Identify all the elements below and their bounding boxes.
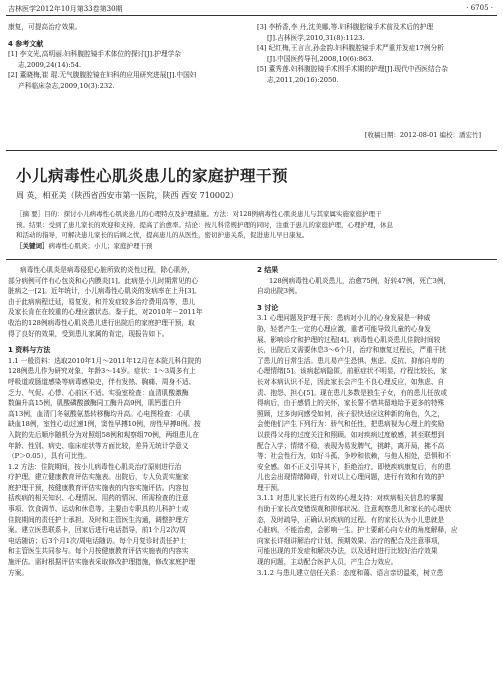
- body-line: 得病后，由于感情上的关怀，家长誓不惜其留地给予更多的特殊: [257, 399, 445, 408]
- body-line: 疗护理。建立健康教育评估实施表。出院后，专人负责实施家: [8, 473, 189, 482]
- body-left-column: [8, 265, 249, 578]
- abstract: [16, 209, 491, 251]
- body-line: 电话随访；后3个月1次/周电话随访。每个月复诊时责任护士: [8, 536, 186, 545]
- previous-article-references: [257, 22, 497, 86]
- reference-line: 志,2011,20(16):2050.: [267, 75, 339, 84]
- body-line: 会使他们产生下列行为：骄气和任性，把患病视为心理上的奖励: [257, 420, 445, 429]
- body-line: 安全感。如不正义引导其下，拒绝治疗。即使疾病康复后，有的患: [257, 462, 451, 471]
- body-line: 可能出现的并发症和解决办法，以及适时进行比较好治疗效果: [257, 547, 438, 556]
- reference-line: 产科临床杂志,2009,10(3):232.: [18, 81, 115, 90]
- body-right-column: [257, 265, 497, 578]
- body-line: 责、抱怨、担心[5]。现在患儿多数是独生子女，有的患儿任放或: [257, 388, 448, 397]
- body-line: 收治的128例病毒性心肌炎患儿进行出院后的家庭护理干预，取: [8, 318, 195, 327]
- reference-line: [2] 董晓梅,崔 琨.无气腹腹腔镜在妇科的应用研究进展[J].中国妇: [8, 71, 197, 80]
- body-line: 括疾病的相关知识、心理情况、用药的情况、所需检查的注意: [8, 494, 189, 503]
- references-heading: 4 参考文献: [8, 39, 44, 48]
- body-line: 入院的先后顺序随机分为对照组58例和观察组70例，两组患儿在: [8, 430, 199, 439]
- reference-line: [1] 李文光,高明丽.妇科腹腔镜手术体位的探讨[J].护理学杂: [8, 50, 181, 59]
- reference-line: 志,2009,24(14):54.: [18, 60, 82, 69]
- page-number: · 6705 ·: [466, 4, 493, 12]
- body-line: 呼吸道或肠道感染等病毒感染史，伴有发热、胸痛、周身不适、: [8, 377, 196, 386]
- body-line: 乏力、气促、心悸、心前区不适。实验室检查：血清肌酸激酶: [8, 388, 189, 397]
- header-rule: [6, 15, 497, 16]
- keywords-line: [16, 241, 491, 252]
- body-line: 胁，轻者产生一定的心理应激，重者可能导致儿童的心身发: [257, 324, 431, 333]
- keywords: 病毒性心肌炎；小儿；家庭护理干预: [48, 241, 153, 250]
- abstract-line: ［摘 要］目的：探讨小儿病毒性心肌炎患儿的心理特点及护理措施。方法：对128例病毒性心肌炎患儿与其家属实施家庭护理干: [16, 210, 382, 218]
- intro-line: 康复，可提高治疗效果。: [8, 23, 82, 31]
- body-line: 得了良好的效果，受到患儿家属的肯定，现报告如下。: [8, 329, 169, 338]
- body-line: 案。建立医患联系卡，回家后进行电话指导，前1个月2次/周: [8, 526, 186, 535]
- body-line: 照顾，过多询问感受如何，孩子很快适应这种新的角色，久之，: [257, 409, 445, 418]
- body-line: 配合入学；情绪不稳，表现为易发脾气，挑衅，离开局，拂不高: [257, 441, 445, 450]
- body-line: 心理情绪[5]。该病起病隐匿，前驱症状不明显，疗程比较长，家: [257, 367, 448, 376]
- body-line: 自动出院3例。: [257, 287, 302, 296]
- body-line: 住院期间的责任护士承担。及时和主管医生沟通，调整护理方: [8, 515, 189, 524]
- body-line: 病毒性心肌炎是病毒侵犯心脏所致的炎性过程，除心肌外，: [20, 266, 194, 274]
- body-line: 施评估。需时根据评估实施表采取修改护理措施，修改家庭护理: [8, 558, 196, 567]
- reference-line: [J].吉林医学,2010,31(8):1123.: [267, 33, 365, 42]
- article-authors: 周 英，相亚美（陕西省西安市第一医院，陕西 西安 710002）: [16, 191, 239, 200]
- body-line: 128例病毒性心肌炎患儿，治愈75例，好转47例，死亡3例，: [269, 276, 451, 285]
- section-heading: 3 讨论: [257, 303, 279, 312]
- body-line: 由于此病病程迁延，易复发，和并发症较多治疗费用高等，患儿: [8, 297, 196, 306]
- reference-line: [4] 纪红梅,王言言,孙金韵.妇科腹腔镜手术严重并发症17例分析: [257, 44, 444, 53]
- reference-line: [J].中国医药导刊,2008,10(6):863.: [267, 54, 374, 63]
- body-line: 心脏病，不能治愈，会影响一生。护士要耐心向专业的角度解释，应: [257, 526, 458, 535]
- body-line: 部分病例可伴有心包炎和心内膜炎[1]。此病是小儿时期常见的心: [8, 276, 199, 285]
- body-line: 和主管医生共同参与。每个月按健康教育评估实施表的内容实: [8, 547, 189, 556]
- body-line: 数偏升高15例，肌酸磷酸激酶同工酶升高9例，肌钙蛋白升: [8, 399, 182, 408]
- body-line: 128例患儿作为研究对象，年龄3～14岁。症状：1～3周多有上: [8, 367, 196, 376]
- body-line: 长，出院后又需要休息3～6个月，治疗和康复过程长，严重干扰: [257, 346, 447, 355]
- body-line: 有助于家长改变错误观和抑郁状况。注意观察患儿和家长的心理状: [257, 505, 451, 514]
- body-line: 等；社会性行为，如好斗孤、争吵和依赖，与他人相处，恐惧和不: [257, 452, 451, 461]
- body-line: 理干预。: [257, 483, 284, 492]
- body-line: 展、影响诊疗和护理的过程[4]。病毒性心肌炎患儿住院时间较: [257, 335, 441, 344]
- reference-line: [5] 董秀莲.妇科腹腔镜手术围手术期的护理[J].现代中西医结合杂: [257, 65, 448, 74]
- body-line: 了患儿的日常生活。患儿易产生恐惧、焦虑、反抗、抑郁自卑的: [257, 356, 445, 365]
- abstract-rule: [6, 259, 497, 260]
- body-line: 态，及时疏导，正确认识疾病的过程。有的家长认为小儿患就是: [257, 515, 445, 524]
- body-line: 3.1.1 对患儿家长进行有效的心理支持：对疾病相关信息的掌握: [257, 494, 444, 503]
- abstract-line: 和活动的指导，可解决患儿家长的后顾之忧，提高患儿的从医性，密切护患关系，促进患儿早日康复。: [16, 231, 309, 240]
- body-line: 3.1.2 与患儿建立信任关系：态度和蔼、语言亲切温柔，树立患: [257, 568, 444, 577]
- body-line: 向家长详细讲解治疗计划、预期效果、治疗的配合及注意事项，: [257, 536, 445, 545]
- section-heading: 1 资料与方法: [8, 346, 51, 355]
- body-line: 及家长肯在在较重的心理应激状态。鉴于此，对2010年－2011年: [8, 308, 203, 317]
- body-line: 庭护理干预，按健康教育评估实施表的内容实施评估。内容包: [8, 483, 189, 492]
- body-line: 方案。: [8, 568, 29, 577]
- body-line: 3.1 心理问题及护理干预：患病对小儿的心身发展是一种威: [257, 314, 431, 323]
- article-title: 小儿病毒性心肌炎患儿的家庭护理干预: [16, 167, 289, 185]
- body-line: （P＞0.05），具有可比性。: [8, 452, 91, 461]
- body-line: 缺血18例，室性心动过速1例，窦性早搏10例，房性早搏8例。按: [8, 420, 201, 429]
- body-line: 年龄、性别、病史、临床症状等方面比较，差异无统计学意义: [8, 441, 189, 450]
- body-line: 1.2 方法：住院期间，按小儿病毒性心肌炎治疗原则进行治: [8, 462, 182, 471]
- body-line: 以获得父母的过度关注和照顾。如对疾病过度敏感，甚至联想到: [257, 430, 445, 439]
- body-line: 现的问题，主动配合医护人员，产生合力效应。: [257, 558, 398, 567]
- abstract-line: 预。结果：受到了患儿家长的欢迎和支持，提高了治愈率。结论：按儿科常规护理的同时，注重于患儿的家庭护理，心理护理，休息: [16, 220, 393, 229]
- body-line: 脏病之一[2]。近年统计，小儿病毒性心肌炎的发病率在上升[3]。: [8, 287, 201, 296]
- body-line: 1.1 一般资料：选取2010年1月～2011年12月在本院儿科住院的: [8, 356, 202, 365]
- section-heading: 2 结果: [257, 266, 279, 274]
- body-line: 长对本病认识不足，因此家长会产生不良心理反应，如焦虑、自: [257, 377, 445, 386]
- received-date: [收稿日期：2012-08-01 编校：潘宏竹]: [364, 131, 481, 139]
- body-line: 儿也会出现情绪障碍，针对以上心理问题，进行有效和有效的护: [257, 473, 445, 482]
- keywords-label: ［关键词］: [16, 241, 49, 250]
- journal-header: 吉林医学2012年10月第33卷第30期: [8, 5, 123, 13]
- article-separator: [6, 150, 497, 151]
- body-line: 高13例，血清门冬氨酸氨基转移酶均升高。心电图检查：心肌: [8, 409, 191, 418]
- reference-line: [3] 李桥香,李 丹,沈美娜,等.妇科腹腔镜手术前及术后的护理: [257, 23, 434, 31]
- previous-article-end: [8, 22, 248, 92]
- body-line: 事项、饮食调节、运动和休息等。主要由专职具的儿科护士或: [8, 505, 189, 514]
